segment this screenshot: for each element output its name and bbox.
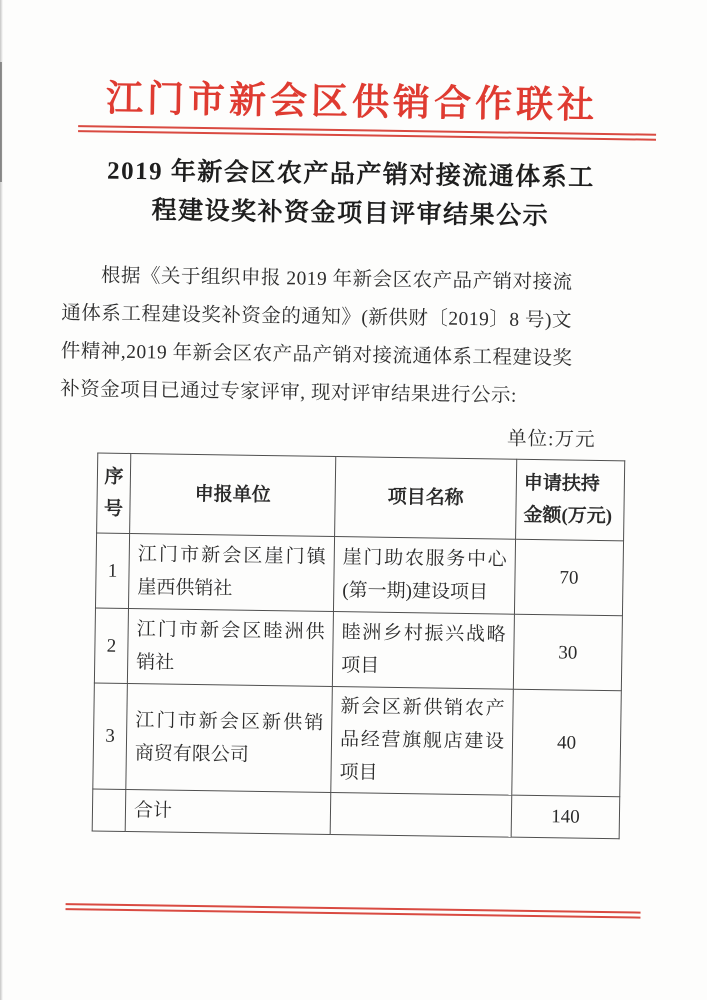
cell-total-amount: 140 (511, 795, 620, 839)
col-header-no: 序号 (97, 453, 131, 533)
body-line: 根据《关于组织申报 2019 年新会区农产品产销对接流 (100, 265, 573, 294)
doc-title (0, 150, 705, 238)
cell-applicant: 江门市新会区新供销商贸有限公司 (126, 683, 333, 792)
body-paragraph (60, 257, 640, 418)
review-results-table (92, 452, 626, 839)
red-divider-bottom (66, 903, 641, 919)
cell-project: 睦洲乡村振兴战略项目 (332, 612, 514, 690)
table-total-row (92, 789, 620, 839)
col-header-amount: 申请扶持金额(万元) (516, 459, 625, 541)
cell-amount: 30 (513, 614, 622, 691)
cell-no: 3 (93, 683, 128, 789)
table-row (95, 533, 623, 616)
col-header-project: 项目名称 (335, 457, 517, 540)
doc-title-line-2: 程建设奖补资金项目评审结果公示 (151, 197, 550, 231)
cell-project-empty (330, 792, 512, 837)
table-header-row (97, 453, 625, 541)
table-row (93, 683, 622, 797)
cell-applicant: 江门市新会区睦洲供销社 (127, 608, 333, 686)
body-line: 补资金项目已通过专家评审, 现对评审结果进行公示: (60, 378, 518, 407)
cell-amount: 70 (514, 539, 623, 616)
body-line: 通体系工程建设奖补资金的通知》(新供财〔2019〕8 号)文 (61, 302, 573, 332)
cell-applicant: 江门市新会区崖门镇崖西供销社 (128, 533, 334, 611)
cell-project: 新会区新供销农产品经营旗舰店建设项目 (331, 687, 514, 796)
cell-no: 2 (94, 608, 128, 683)
doc-title-line-1: 2019 年新会区农产品产销对接流通体系工 (106, 157, 595, 192)
cell-project: 崖门助农服务中心(第一期)建设项目 (333, 537, 515, 615)
cell-no: 1 (95, 533, 129, 608)
cell-total-label: 合计 (125, 789, 331, 834)
cell-amount: 40 (512, 689, 622, 797)
cell-no-empty (92, 789, 126, 831)
body-line: 件精神,2019 年新会区农产品产销对接流通体系工程建设奖 (60, 340, 573, 370)
col-header-applicant: 申报单位 (130, 453, 336, 536)
scan-edge-artifact (0, 62, 2, 182)
org-letterhead-title: 江门市新会区供销合作联社 (105, 78, 599, 127)
unit-note: 单位:万元 (506, 428, 596, 451)
table-row (94, 608, 622, 691)
